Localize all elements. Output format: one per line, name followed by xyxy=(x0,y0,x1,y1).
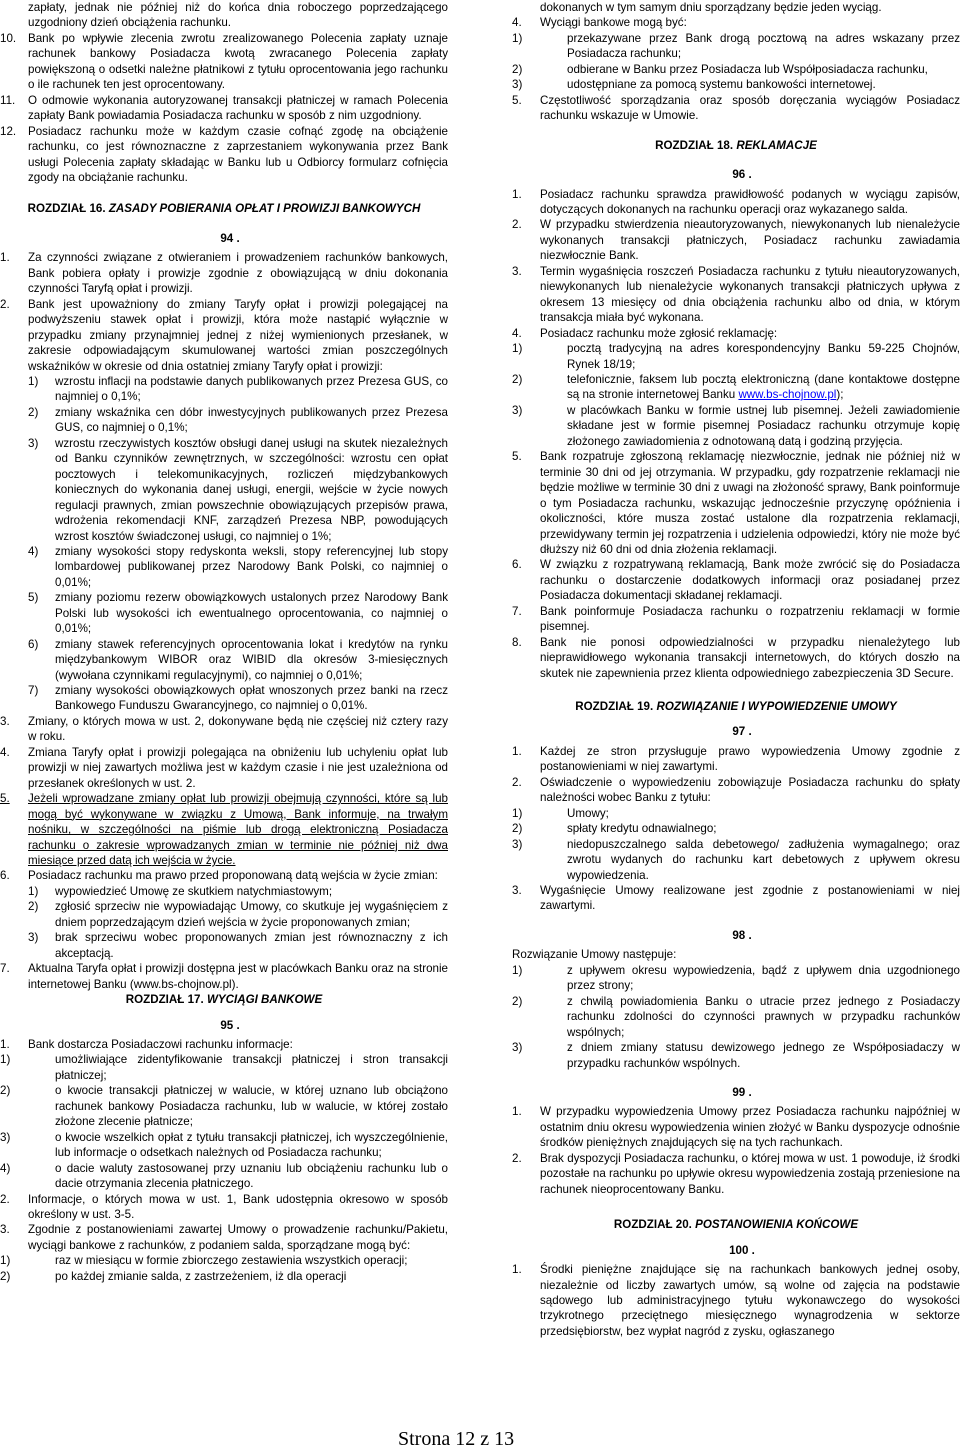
list-item: 1. Za czynności związane z otwieraniem i prowadzeniem rachunków bankowych, Bank pobiera opłaty i prowizje zgodnie z obowiązującą w dniu dokonania czynności Taryfą opłat i prowizji. xyxy=(0,251,448,296)
list-item: 3) brak sprzeciwu wobec proponowanych zmian jest równoznaczny z ich akceptacją. xyxy=(28,931,448,960)
list-item: 6. W związku z rozpatrywaną reklamacją, Bank może zwrócić się do Posiadacza rachunku o dostarczenie dodatkowych informacji oraz posiadanej przez Posiadacza dokumentacji składanej reklamacji. xyxy=(512,558,960,603)
list-item: 1. Bank dostarcza Posiadaczowi rachunku informacje: xyxy=(0,1038,293,1051)
list-item: 4. Wyciągi bankowe mogą być: xyxy=(512,16,687,30)
list-item: 2) spłaty kredytu odnawialnego; xyxy=(512,822,717,836)
list-item: 3) z dniem zmiany statusu dewizowego jednego ze Współposiadaczy w przypadku rachunków wspólnych. xyxy=(512,1041,960,1070)
chapter-heading: ROZDZIAŁ 17. WYCIĄGI BANKOWE xyxy=(125,993,323,1007)
list-item: 3) udostępniane za pomocą systemu bankowości internetowej. xyxy=(512,78,876,92)
list-item: 2. Brak dyspozycji Posiadacza rachunku, o której mowa w ust. 1 powoduje, iż środki pozostałe na rachunku po upływie okresu wypowiedzenia zostają przeniesione na rachunek nieoprocentowany Banku. xyxy=(512,1151,960,1196)
list-item: 1) przekazywane przez Bank drogą pocztową na adres wskazany przez Posiadacza rachunku; xyxy=(512,31,960,61)
bank-website-link[interactable]: www.bs-chojnow.pl xyxy=(738,388,837,402)
paragraph: Rozwiązanie Umowy następuje: xyxy=(512,948,677,962)
list-item: 1) z upływem okresu wypowiedzenia, bądź z upływem dnia uzgodnionego przez strony; xyxy=(512,963,960,993)
list-item: 4) o dacie waluty zastosowanej przy uznaniu lub obciążeniu rachunku lub o dacie otrzymania zlecenia płatniczego. xyxy=(0,1161,448,1191)
list-item: 1) wzrostu inflacji na podstawie danych publikowanych przez Prezesa GUS, co najmniej o 0,1%; xyxy=(28,374,448,404)
list-item: 5. Częstotliwość sporządzania oraz sposób doręczania wyciągów Posiadacz rachunku wskazuje w Umowie. xyxy=(512,93,960,123)
list-item: 1. Każdej ze stron przysługuje prawo wypowiedzenia Umowy zgodnie z postanowieniami w niej zawartymi. xyxy=(512,744,960,774)
section-number: 97 . xyxy=(732,725,752,739)
list-item: 7. Bank poinformuje Posiadacza rachunku o rozpatrzeniu reklamacji w formie pisemnej. xyxy=(512,604,960,634)
chapter-heading: ROZDZIAŁ 18. REKLAMACJE xyxy=(655,138,817,152)
list-item: 8. Bank nie ponosi odpowiedzialności w przypadku nienależytego lub nieprawidłowego wykonania transakcji internetowych, do których doszło na skutek nie zapewnienia przez klienta odpowiedniego zabezpieczenia 3D Secure. xyxy=(512,635,960,680)
list-item: 2) odbierane w Banku przez Posiadacza lub Współposiadacza rachunku, xyxy=(512,62,928,76)
list-item: 12. Posiadacz rachunku może w każdym czasie cofnąć zgodę na obciążenie rachunku, co jest równoznaczne z zaprzestaniem wykonywania przez Bank usługi Polecenia zapłaty składając w Banku lub u Odbiorcy formularz cofnięcia zgody na obciążanie rachunku. xyxy=(0,124,448,184)
list-item: 2) telefonicznie, faksem lub pocztą elektroniczną (dane kontaktowe dostępne są na stronie internetowej Banku www.bs-chojnow.pl); xyxy=(512,372,960,402)
chapter-heading: ROZDZIAŁ 16. ZASADY POBIERANIA OPŁAT I PROWIZJI BANKOWYCH xyxy=(27,202,421,216)
list-item: 7. Aktualna Taryfa opłat i prowizji dostępna jest w placówkach Banku oraz na stronie internetowej Banku (www.bs-chojnow.pl). xyxy=(0,962,448,991)
list-item: 4) zmiany wysokości stopy redyskonta weksli, stopy referencyjnej lub stopy lombardowej publikowanej przez Narodowy Bank Polski, co najmniej o 0,01%; xyxy=(28,544,448,589)
right-column xyxy=(512,0,960,1339)
list-item: 7) zmiany wysokości obowiązkowych opłat wnoszonych przez banki na rzecz Bankowego Funduszu Gwarancyjnego, co najmniej o 0,01%. xyxy=(28,684,448,713)
list-item: 1. Posiadacz rachunku sprawdza prawidłowość podanych w wyciągu zapisów, dotyczących dokonanych na rachunku operacji oraz wykazanego salda. xyxy=(512,187,960,216)
chapter-heading: ROZDZIAŁ 19. ROZWIĄZANIE I WYPOWIEDZENIE UMOWY xyxy=(575,700,897,714)
section-number: 96 . xyxy=(732,168,752,182)
list-item: 6. Posiadacz rachunku ma prawo przed proponowaną datą wejścia w życie zmian: xyxy=(0,869,438,883)
list-item: 3. Termin wygaśnięcia roszczeń Posiadacza rachunku z tytułu nieautoryzowanych, niewykonanych lub nienależycie wykonanych transakcji płatniczych upływa z okresem 13 miesięcy od dnia obciążenia rachunku albo od dnia, w którym transakcja miała być wykonana. xyxy=(512,264,960,325)
list-item: 5. Jeżeli wprowadzane zmiany opłat lub prowizji obejmują czynności, które są lub mogą być wykonywane w związku z Umową, Bank informuje, na trwałym nośniku, w szczególności na piśmie lub drogą elektroniczną Posiadacza rachunku o zakresie wprowadzanych zmian w terminie nie później niż dwa miesiące przed datą ich wejścia w życie. xyxy=(0,792,448,868)
section-number: 94 . xyxy=(220,231,240,245)
section-number: 99 . xyxy=(732,1086,752,1099)
list-item: 10. Bank po wpływie zlecenia zwrotu zrealizowanego Polecenia zapłaty uznaje rachunek bankowy Posiadacza kwotą zwracanego Polecenia zapłaty powiększoną o odsetki należne płatnikowi z tytułu oprocentowania jego rachunku o ile rachunek ten jest oprocentowany. xyxy=(0,31,448,92)
list-item: 4. Posiadacz rachunku może zgłosić reklamację: xyxy=(512,326,778,340)
list-item: 3) w placówkach Banku w formie ustnej lub pisemnej. Jeżeli zawiadomienie składane jest w formie pisemnej Posiadacz rachunku otrzymuje kopię złożonego zawiadomienia z odnotowaną datą i godziną przyjęcia. xyxy=(512,403,960,448)
list-item: 3. Wygaśnięcie Umowy realizowane jest zgodnie z postanowieniami w niej zawartymi. xyxy=(512,884,960,913)
list-item: 3. Zgodnie z postanowieniami zawartej Umowy o prowadzenie rachunku/Pakietu, wyciągi bankowe z rachunków, z podaniem salda, sporządzane mogą być: xyxy=(0,1223,448,1252)
list-item: 2. W przypadku stwierdzenia nieautoryzowanych, niewykonanych lub nienależycie wykonanych transakcji płatniczych, Posiadacz rachunku zawiadamia niezwłocznie Bank. xyxy=(512,218,960,263)
section-number: 95 . xyxy=(220,1018,240,1032)
list-item: 5) zmiany poziomu rezerw obowiązkowych ustalonych przez Narodowy Bank Polski lub wysokości ich ewentualnego oprocentowania, co najmniej o 0,01%; xyxy=(28,591,448,636)
page-footer: Strona 12 z 13 xyxy=(398,1428,515,1450)
list-item: 2) zmiany wskaźnika cen dóbr inwestycyjnych publikowanych przez Prezesa GUS, co najmniej o 0,1%; xyxy=(28,405,448,435)
section-number: 100 . xyxy=(729,1243,755,1257)
list-item: 1) umożliwiające zidentyfikowanie transakcji płatniczej i stron transakcji płatniczej; xyxy=(0,1053,448,1082)
list-item: 11. O odmowie wykonania autoryzowanej transakcji płatniczej w ramach Polecenia zapłaty Bank powiadamia Posiadacza rachunku w sposób z nim uzgodniony. xyxy=(0,93,448,123)
paragraph: dokonanych w tym samym dniu sporządzany będzie jeden wyciąg. xyxy=(540,1,882,14)
list-item: 2. Bank jest upoważniony do zmiany Taryfy opłat i prowizji polegającej na podwyższeniu stawek opłat i prowizji, która może nastąpić wyłącznie w przypadku zmiany przynajmniej jednej z niżej wymienionych przesłanek, w zakresie odpowiadającym skumulowanej wartości zmian poszczególnych wskaźników w okresie od dnia ostatniej zmiany Taryfy opłat i prowizji: xyxy=(0,297,448,373)
list-item: 1) pocztą tradycyjną na adres korespondencyjny Banku 59-225 Chojnów, Rynek 18/19; xyxy=(512,342,960,371)
list-item: 3) wzrostu rzeczywistych kosztów obsługi danej usługi na skutek niezależnych od Banku czynników zewnętrznych, w szczególności: wzrostu cen opłat pocztowych i telekomunikacyjnych, rozliczeń międzybankowych koniecznych do wykonania danej usługi, energii, wejście w życie nowych regulacji prawnych, zmian powszechnie obowiązujących przepisów prawa, wdrożenia rekomendacji KNF, zarządzeń Prezesa NBP, powodujących wzrost kosztów świadczonej usługi, co najmniej o 1%; xyxy=(28,436,448,543)
list-item: 1) Umowy; xyxy=(512,806,609,820)
list-item: 1. W przypadku wypowiedzenia Umowy przez Posiadacza rachunku najpóźniej w ostatnim dniu okresu wypowiedzenia winien złożyć w Banku dyspozycje odnośnie środków pieniężnych znajdujących się na tych rachunkach. xyxy=(512,1105,960,1150)
list-item: 2) z chwilą powiadomienia Banku o utracie przez jednego z Posiadaczy rachunku zdolności do czynności prawnych w przypadku rachunków wspólnych; xyxy=(512,994,960,1039)
paragraph: zapłaty, jednak nie później niż do końca dnia roboczego poprzedzającego uzgodniony dzień obciążenia rachunku. xyxy=(28,1,448,30)
list-item: 3) o kwocie wszelkich opłat z tytułu transakcji płatniczej, ich wyszczególnienie, lub informacje o odsetkach należnych od Posiadacza rachunku; xyxy=(0,1130,448,1160)
list-item: 5. Bank rozpatruje zgłoszoną reklamację niezwłocznie, jednak nie później niż w terminie 30 dni od jej otrzymania. W przypadku, gdy rozpatrzenie reklamacji nie będzie możliwe w terminie 30 dni z uwagi na złożoność sprawy, Bank poinformuje o tym Posiadacza rachunku, wskazując jednocześnie przyczynę opóźnienia i okoliczności, które musza zostać ustalone dla rozpatrzenia reklamacji, przewidywany termin jej rozpatrzenia i udzielenia odpowiedzi, który nie może być dłuższy niż 60 dni od dnia złożenia reklamacji. xyxy=(512,450,960,556)
list-item: 6) zmiany stawek referencyjnych oprocentowania lokat i kredytów na rynku międzybankowym WIBOR oraz WIBID dla okresów 3-miesięcznych (wywołana czynnikami regulacyjnymi), co najmniej o 0,01%; xyxy=(28,637,448,682)
list-item: 1) wypowiedzieć Umowę ze skutkiem natychmiastowym; xyxy=(28,884,333,898)
section-number: 98 . xyxy=(732,928,752,942)
list-item: 2) o kwocie transakcji płatniczej w walucie, w której uznano lub obciążono rachunek bankowy Posiadacza rachunku, lub w walucie, w której zostało złożone zlecenie płatnicze; xyxy=(0,1084,448,1129)
left-column xyxy=(0,0,448,1284)
list-item: 1) raz w miesiącu w formie zbiorczego zestawienia wszystkich operacji; xyxy=(0,1254,408,1268)
list-item: 2. Oświadczenie o wypowiedzeniu zobowiązuje Posiadacza rachunku do spłaty należności wobec Banku z tytułu: xyxy=(512,775,960,805)
list-item: 1. Środki pieniężne znajdujące się na rachunkach bankowych jednej osoby, niezależnie od liczby zawartych umów, są wolne od zajęcia na podstawie sądowego lub administracyjnego tytułu wykonawczego do wysokości trzykrotnego przeciętnego miesięcznego wynagrodzenia w sektorze przedsiębiorstw, bez wypłat nagród z zysku, ogłaszanego xyxy=(512,1263,960,1338)
list-item: 3) niedopuszczalnego salda debetowego/ zadłużenia wymagalnego; oraz zwrotu wydanych do rachunku kart debetowych z upływem okresu wypowiedzenia. xyxy=(512,837,960,882)
list-item: 4. Zmiana Taryfy opłat i prowizji polegająca na obniżeniu lub uchyleniu opłat lub prowizji w niej zawartych możliwa jest w każdym czasie i nie jest uzależniona od przesłanek określonych w ust. 2. xyxy=(0,745,448,790)
list-item: 2) zgłosić sprzeciw nie wypowiadając Umowy, co skutkuje jej wygaśnięciem z dniem poprzedzającym dzień wejścia w życie proponowanych zmian; xyxy=(28,900,448,929)
chapter-heading: ROZDZIAŁ 20. POSTANOWIENIA KOŃCOWE xyxy=(613,1218,859,1232)
list-item: 3. Zmiany, o których mowa w ust. 2, dokonywane będą nie częściej niż cztery razy w roku. xyxy=(0,714,448,744)
list-item: 2. Informacje, o których mowa w ust. 1, Bank udostępnia okresowo w sposób określony w ust. 3-5. xyxy=(0,1192,448,1221)
list-item: 2) po każdej zmianie salda, z zastrzeżeniem, iż dla operacji xyxy=(0,1269,347,1283)
